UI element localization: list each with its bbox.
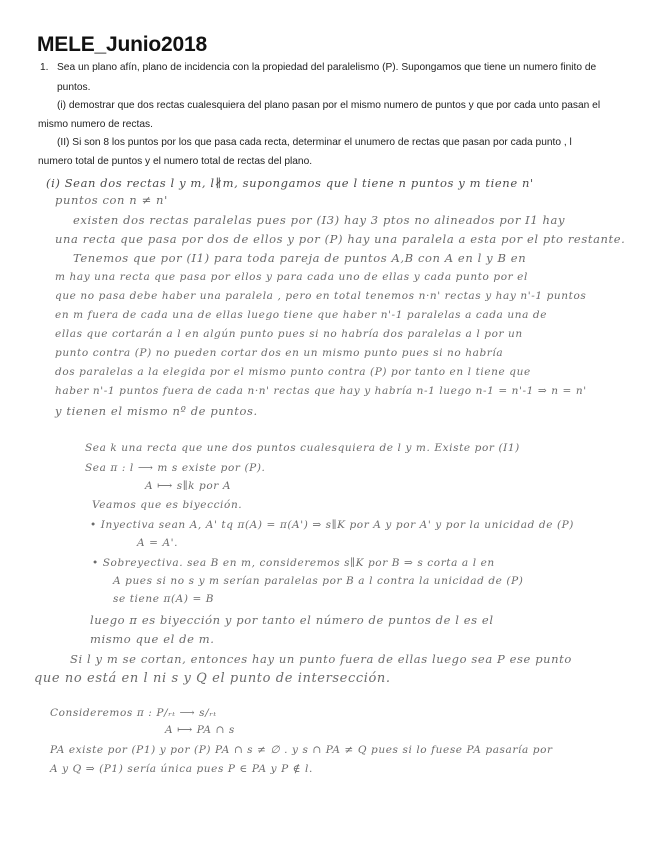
handwritten-line: que no pasa debe haber una paralela , pero en total tenemos n·n' rectas y hay n'-1 puntos — [55, 290, 587, 302]
handwritten-line: haber n'-1 puntos fuera de cada n·n' rectas que hay y habría n-1 luego n-1 = n'-1 ⇒ n = n' — [55, 385, 587, 397]
item-number: 1. — [40, 62, 49, 73]
handwritten-line: ellas que cortarán a l en algún punto pues si no habría dos paralelas a l por un — [55, 328, 523, 340]
statement-line: numero total de puntos y el numero total de rectas del plano. — [38, 156, 313, 167]
handwritten-line: luego π es biyección y por tanto el número de puntos de l es el — [90, 613, 494, 627]
handwritten-line: que no está en l ni s y Q el punto de intersección. — [34, 671, 391, 686]
handwritten-line: Sea k una recta que une dos puntos cualesquiera de l y m. Existe por (I1) — [85, 442, 520, 454]
handwritten-line: en m fuera de cada una de ellas luego tiene que haber n'-1 paralelas a cada una de — [55, 309, 548, 321]
handwritten-line: m hay una recta que pasa por ellos y para cada uno de ellas y cada punto por el — [55, 271, 528, 283]
handwritten-line: Si l y m se cortan, entonces hay un punto fuera de ellas luego sea P ese punto — [70, 652, 572, 666]
handwritten-line: Sea π : l ⟶ m s existe por (P). — [85, 462, 266, 474]
handwritten-line: A pues si no s y m serían paralelas por B a l contra la unicidad de (P) — [113, 575, 524, 587]
handwritten-line: A ⟼ PA ∩ s — [165, 724, 235, 736]
document-title: MELE_Junio2018 — [37, 33, 207, 56]
handwritten-line: • Sobreyectiva. sea B en m, consideremos s∥K por B ⇒ s corta a l en — [92, 557, 495, 569]
handwritten-line: (i) Sean dos rectas l y m, l∦m, supongamos que l tiene n puntos y m tiene n' — [46, 176, 534, 190]
handwritten-line: A y Q ⇒ (P1) sería única pues P ∈ PA y P ∉ l. — [50, 763, 313, 775]
statement-line: mismo numero de rectas. — [38, 119, 153, 130]
handwritten-line: A ⟼ s∥k por A — [145, 480, 232, 492]
handwritten-line: y tienen el mismo nº de puntos. — [55, 404, 258, 418]
handwritten-line: A = A'. — [137, 537, 179, 549]
statement-line: (i) demostrar que dos rectas cualesquiera del plano pasan por el mismo numero de puntos y que por cada unto pasan el — [57, 100, 601, 111]
handwritten-line: • Inyectiva sean A, A' tq π(A) = π(A') ⇒ s∥K por A y por A' y por la unicidad de (P) — [90, 519, 575, 531]
handwritten-line: punto contra (P) no pueden cortar dos en un mismo punto pues si no habría — [55, 347, 504, 359]
handwritten-line: mismo que el de m. — [90, 632, 215, 646]
handwritten-line: puntos con n ≠ n' — [55, 193, 168, 207]
handwritten-line: una recta que pasa por dos de ellos y por (P) hay una paralela a esta por el pto restante. — [55, 232, 626, 246]
statement-line: Sea un plano afín, plano de incidencia con la propiedad del paralelismo (P). Supongamos que tiene un numero finito de — [57, 62, 597, 73]
handwritten-line: Veamos que es biyección. — [92, 499, 243, 511]
handwritten-line: existen dos rectas paralelas pues por (I3) hay 3 ptos no alineados por I1 hay — [73, 213, 566, 227]
handwritten-line: Tenemos que por (I1) para toda pareja de puntos A,B con A en l y B en — [73, 251, 527, 265]
handwritten-line: se tiene π(A) = B — [113, 593, 215, 605]
statement-line: (II) Si son 8 los puntos por los que pasa cada recta, determinar el unumero de rectas que pasan por cada punto , l — [57, 137, 572, 148]
handwritten-line: dos paralelas a la elegida por el mismo punto contra (P) por tanto en l tiene que — [55, 366, 531, 378]
handwritten-line: PA existe por (P1) y por (P) PA ∩ s ≠ ∅ . y s ∩ PA ≠ Q pues si lo fuese PA pasaría por — [50, 744, 553, 756]
handwritten-line: Consideremos π : P/ᵣₜ ⟶ s/ᵣₜ — [50, 707, 217, 719]
statement-line: puntos. — [57, 82, 91, 93]
